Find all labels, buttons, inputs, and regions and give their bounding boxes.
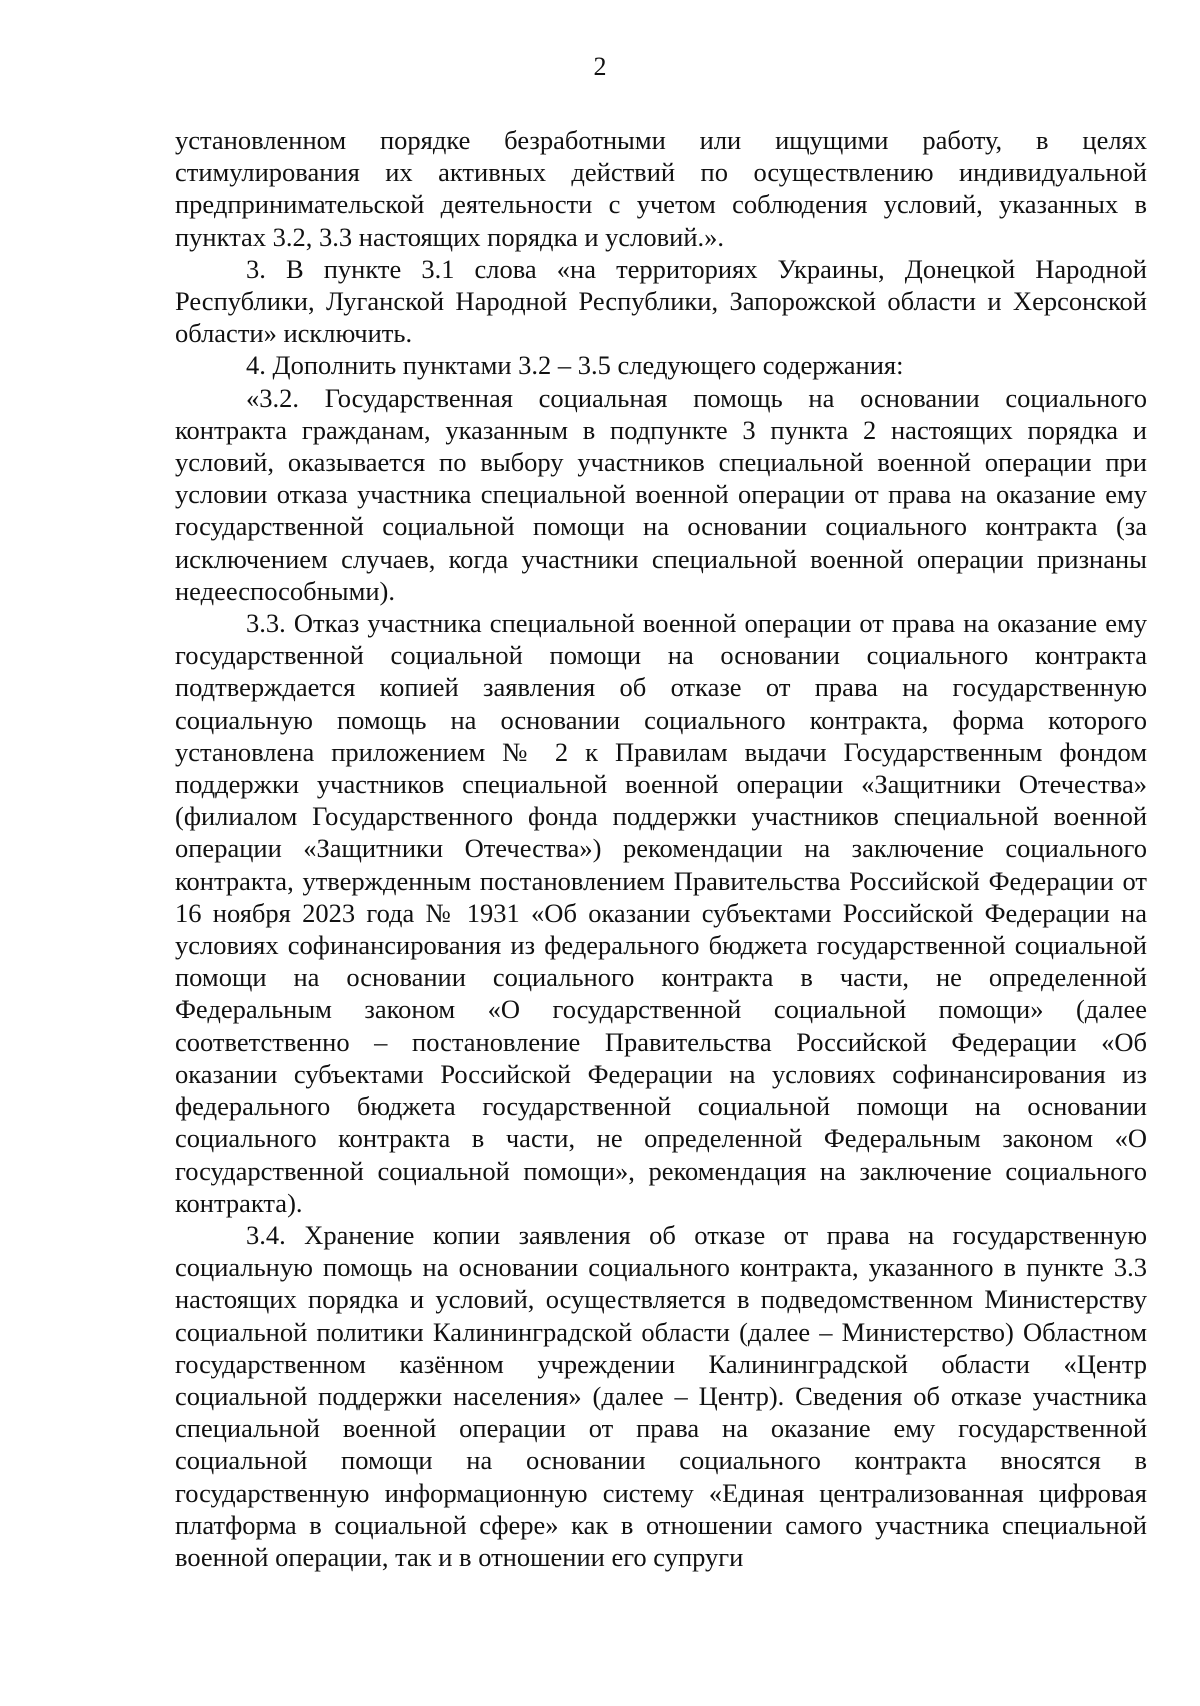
paragraph: установленном порядке безработными или ищущими работу, в целях стимулирования их активных действий по осуществлению индивидуальной предпринимательской деятельности с учетом соблюдения условий, указанных в пунктах 3.2, 3.3 настоящих порядка и условий.». — [175, 125, 1147, 252]
paragraph: «3.2. Государственная социальная помощь на основании социального контракта гражданам, указанным в подпункте 3 пункта 2 настоящих порядка и условий, оказывается по выбору участников специальной военной операции при условии отказа участника специальной военной операции от права на оказание ему государственной социальной помощи на основании социального контракта (за исключением случаев, когда участники специальной военной операции признаны недееспособными). — [175, 382, 1147, 606]
paragraph: 3. В пункте 3.1 слова «на территориях Украины, Донецкой Народной Республики, Луганской Народной Республики, Запорожской области и Херсонской области» исключить. — [175, 253, 1147, 349]
paragraph: 4. Дополнить пунктами 3.2 – 3.5 следующего содержания: — [246, 350, 904, 381]
paragraph: 3.4. Хранение копии заявления об отказе от права на государственную социальную помощь на основании социального контракта, указанного в пункте 3.3 настоящих порядка и условий, осуществляется в подведомственном Министерству социальной политики Калининградской области (далее – Министерство) Областном государственном казённом учреждении Калининградской области «Центр социальной поддержки населения» (далее – Центр). Сведения об отказе участника специальной военной операции от права на оказание ему государственной социальной помощи на основании социального контракта вносятся в государственную информационную систему «Единая централизованная цифровая платформа в социальной сфере» как в отношении самого участника специальной военной операции, так и в отношении его супруги — [175, 1219, 1147, 1572]
document-body — [175, 124, 1147, 1573]
paragraph: 3.3. Отказ участника специальной военной операции от права на оказание ему государственной социальной помощи на основании социального контракта подтверждается копией заявления об отказе от права на государственную социальную помощь на основании социального контракта, форма которого установлена приложением № 2 к Правилам выдачи Государственным фондом поддержки участников специальной военной операции «Защитники Отечества» (филиалом Государственного фонда поддержки участников специальной военной операции «Защитники Отечества») рекомендации на заключение социального контракта, утвержденным постановлением Правительства Российской Федерации от 16 ноября 2023 года № 1931 «Об оказании субъектами Российской Федерации на условиях софинансирования из федерального бюджета государственной социальной помощи на основании социального контракта в части, не определенной Федеральным законом «О государственной социальной помощи» (далее соответственно – постановление Правительства Российской Федерации «Об оказании субъектами Российской Федерации на условиях софинансирования из федерального бюджета государственной социальной помощи на основании социального контракта в части, не определенной Федеральным законом «О государственной социальной помощи», рекомендация на заключение социального контракта). — [175, 608, 1147, 1218]
page-number: 2 — [593, 52, 607, 81]
